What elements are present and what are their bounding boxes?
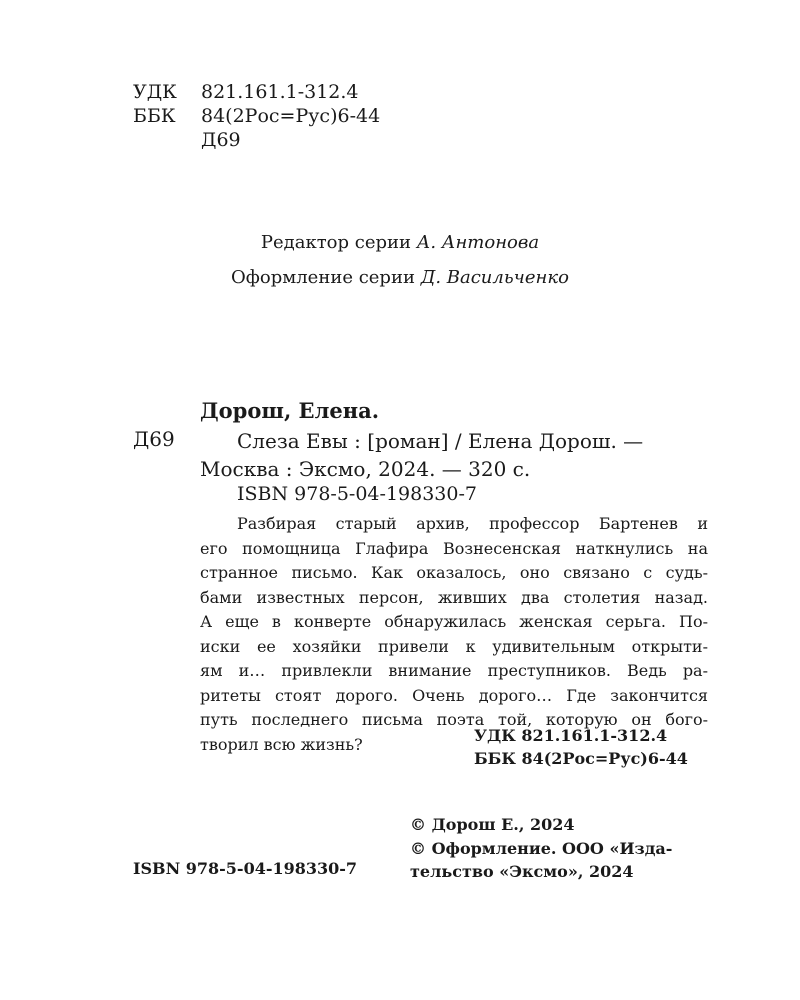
- annotation-line: ям и… привлекли внимание преступников. Ведь ра-: [200, 661, 708, 680]
- classification-codes: [133, 80, 380, 152]
- bbk-value: 84(2Рос=Рус)6-44: [201, 105, 381, 127]
- bottom-udk: УДК 821.161.1-312.4: [474, 726, 668, 745]
- copyright-author: © Дорош Е., 2024: [410, 815, 575, 834]
- annotation-line: странное письмо. Как оказалось, оно связано с судь-: [200, 563, 708, 582]
- bottom-bbk: ББК 84(2Рос=Рус)6-44: [474, 749, 688, 768]
- editor-name: А. Антонова: [416, 232, 540, 253]
- design-name: Д. Васильченко: [420, 267, 569, 288]
- copyright-design-line-2: тельство «Эксмо», 2024: [410, 862, 634, 881]
- annotation-line: А еще в конверте обнаружилась женская серьга. По-: [200, 612, 708, 631]
- bottom-classification: [474, 724, 688, 770]
- series-editor-credit: [0, 232, 800, 253]
- editor-label: Редактор серии: [260, 232, 411, 253]
- udk-value: 821.161.1-312.4: [201, 81, 359, 103]
- copyright-block: [410, 813, 672, 884]
- bibliographic-description: [200, 427, 643, 483]
- annotation-line: Разбирая старый архив, профессор Бартенев и: [237, 514, 708, 533]
- annotation: [200, 512, 708, 757]
- copyright-design-line-1: © Оформление. ООО «Изда-: [410, 838, 673, 858]
- bibliographic-mark: Д69: [133, 427, 175, 451]
- udk-label: УДК: [133, 81, 177, 103]
- annotation-line: иски ее хозяйки привели к удивительным открыти-: [200, 636, 708, 656]
- bbk-label: ББК: [133, 105, 176, 127]
- annotation-line: ритеты стоят дорого. Очень дорого… Где закончится: [200, 685, 708, 705]
- bib-line-2: Москва : Эксмо, 2024. — 320 с.: [200, 457, 531, 481]
- author-heading: Дорош, Елена.: [200, 398, 380, 423]
- isbn-line: ISBN 978-5-04-198330-7: [237, 483, 477, 505]
- annotation-line: путь последнего письма поэта той, которую он бого-: [200, 710, 708, 729]
- annotation-line: его помощница Глафира Вознесенская наткнулись на: [200, 538, 708, 558]
- design-label: Оформление серии: [231, 267, 415, 288]
- isbn-bottom: ISBN 978-5-04-198330-7: [133, 859, 358, 878]
- bib-line-1: Слеза Евы : [роман] / Елена Дорош. —: [237, 429, 644, 453]
- series-design-credit: [0, 267, 800, 288]
- author-mark: Д69: [201, 129, 241, 151]
- annotation-line: бами известных персон, живших два столетия назад.: [200, 587, 708, 607]
- annotation-line: творил всю жизнь?: [200, 734, 363, 754]
